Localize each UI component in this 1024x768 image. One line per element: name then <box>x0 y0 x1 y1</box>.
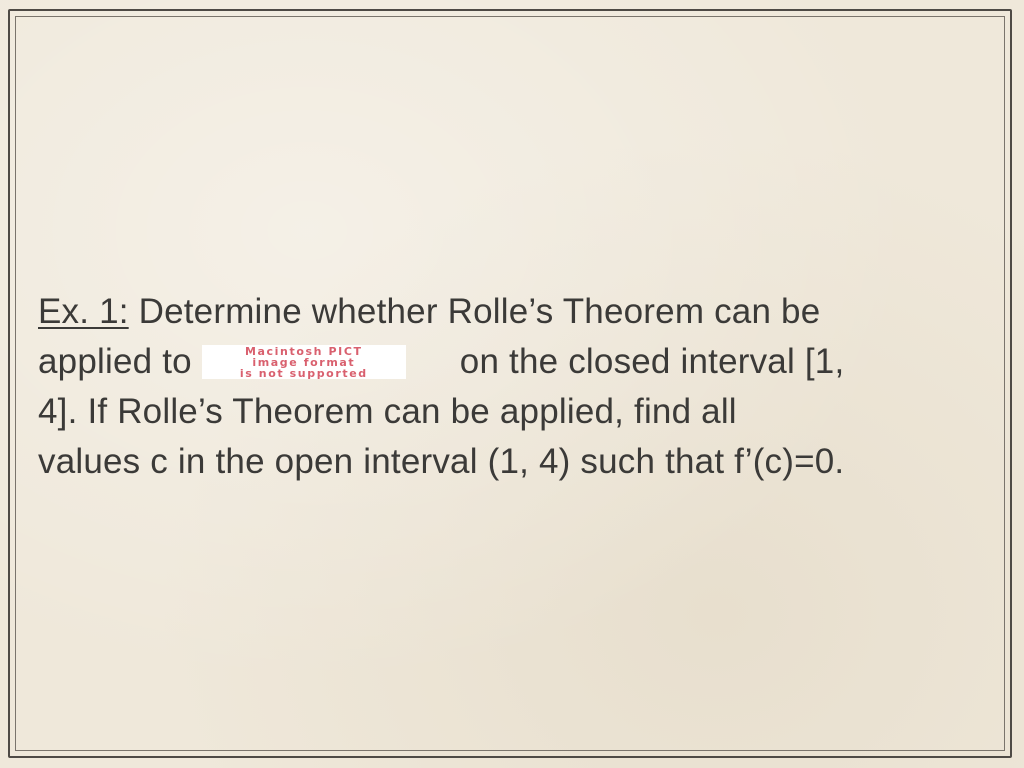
text-line-1 <box>38 287 998 337</box>
text-line-4: values c in the open interval (1, 4) such that f’(c)=0. <box>38 442 845 481</box>
text-line-2-after: on the closed interval [1, <box>459 342 845 381</box>
text-line-2-before: applied to <box>38 342 192 381</box>
example-label: Ex. 1: <box>38 292 129 331</box>
text-line-2 <box>38 337 998 387</box>
text-line-1-rest: Determine whether Rolle’s Theorem can be <box>128 292 821 331</box>
text-line-3: 4]. If Rolle’s Theorem can be applied, find all <box>38 392 737 431</box>
placeholder-line-2: image format <box>252 356 356 369</box>
placeholder-line-3: is not supported <box>239 367 368 379</box>
slide-body-text <box>38 287 998 487</box>
unsupported-image-placeholder <box>202 345 406 379</box>
placeholder-line-1: Macintosh PICT <box>244 345 363 358</box>
